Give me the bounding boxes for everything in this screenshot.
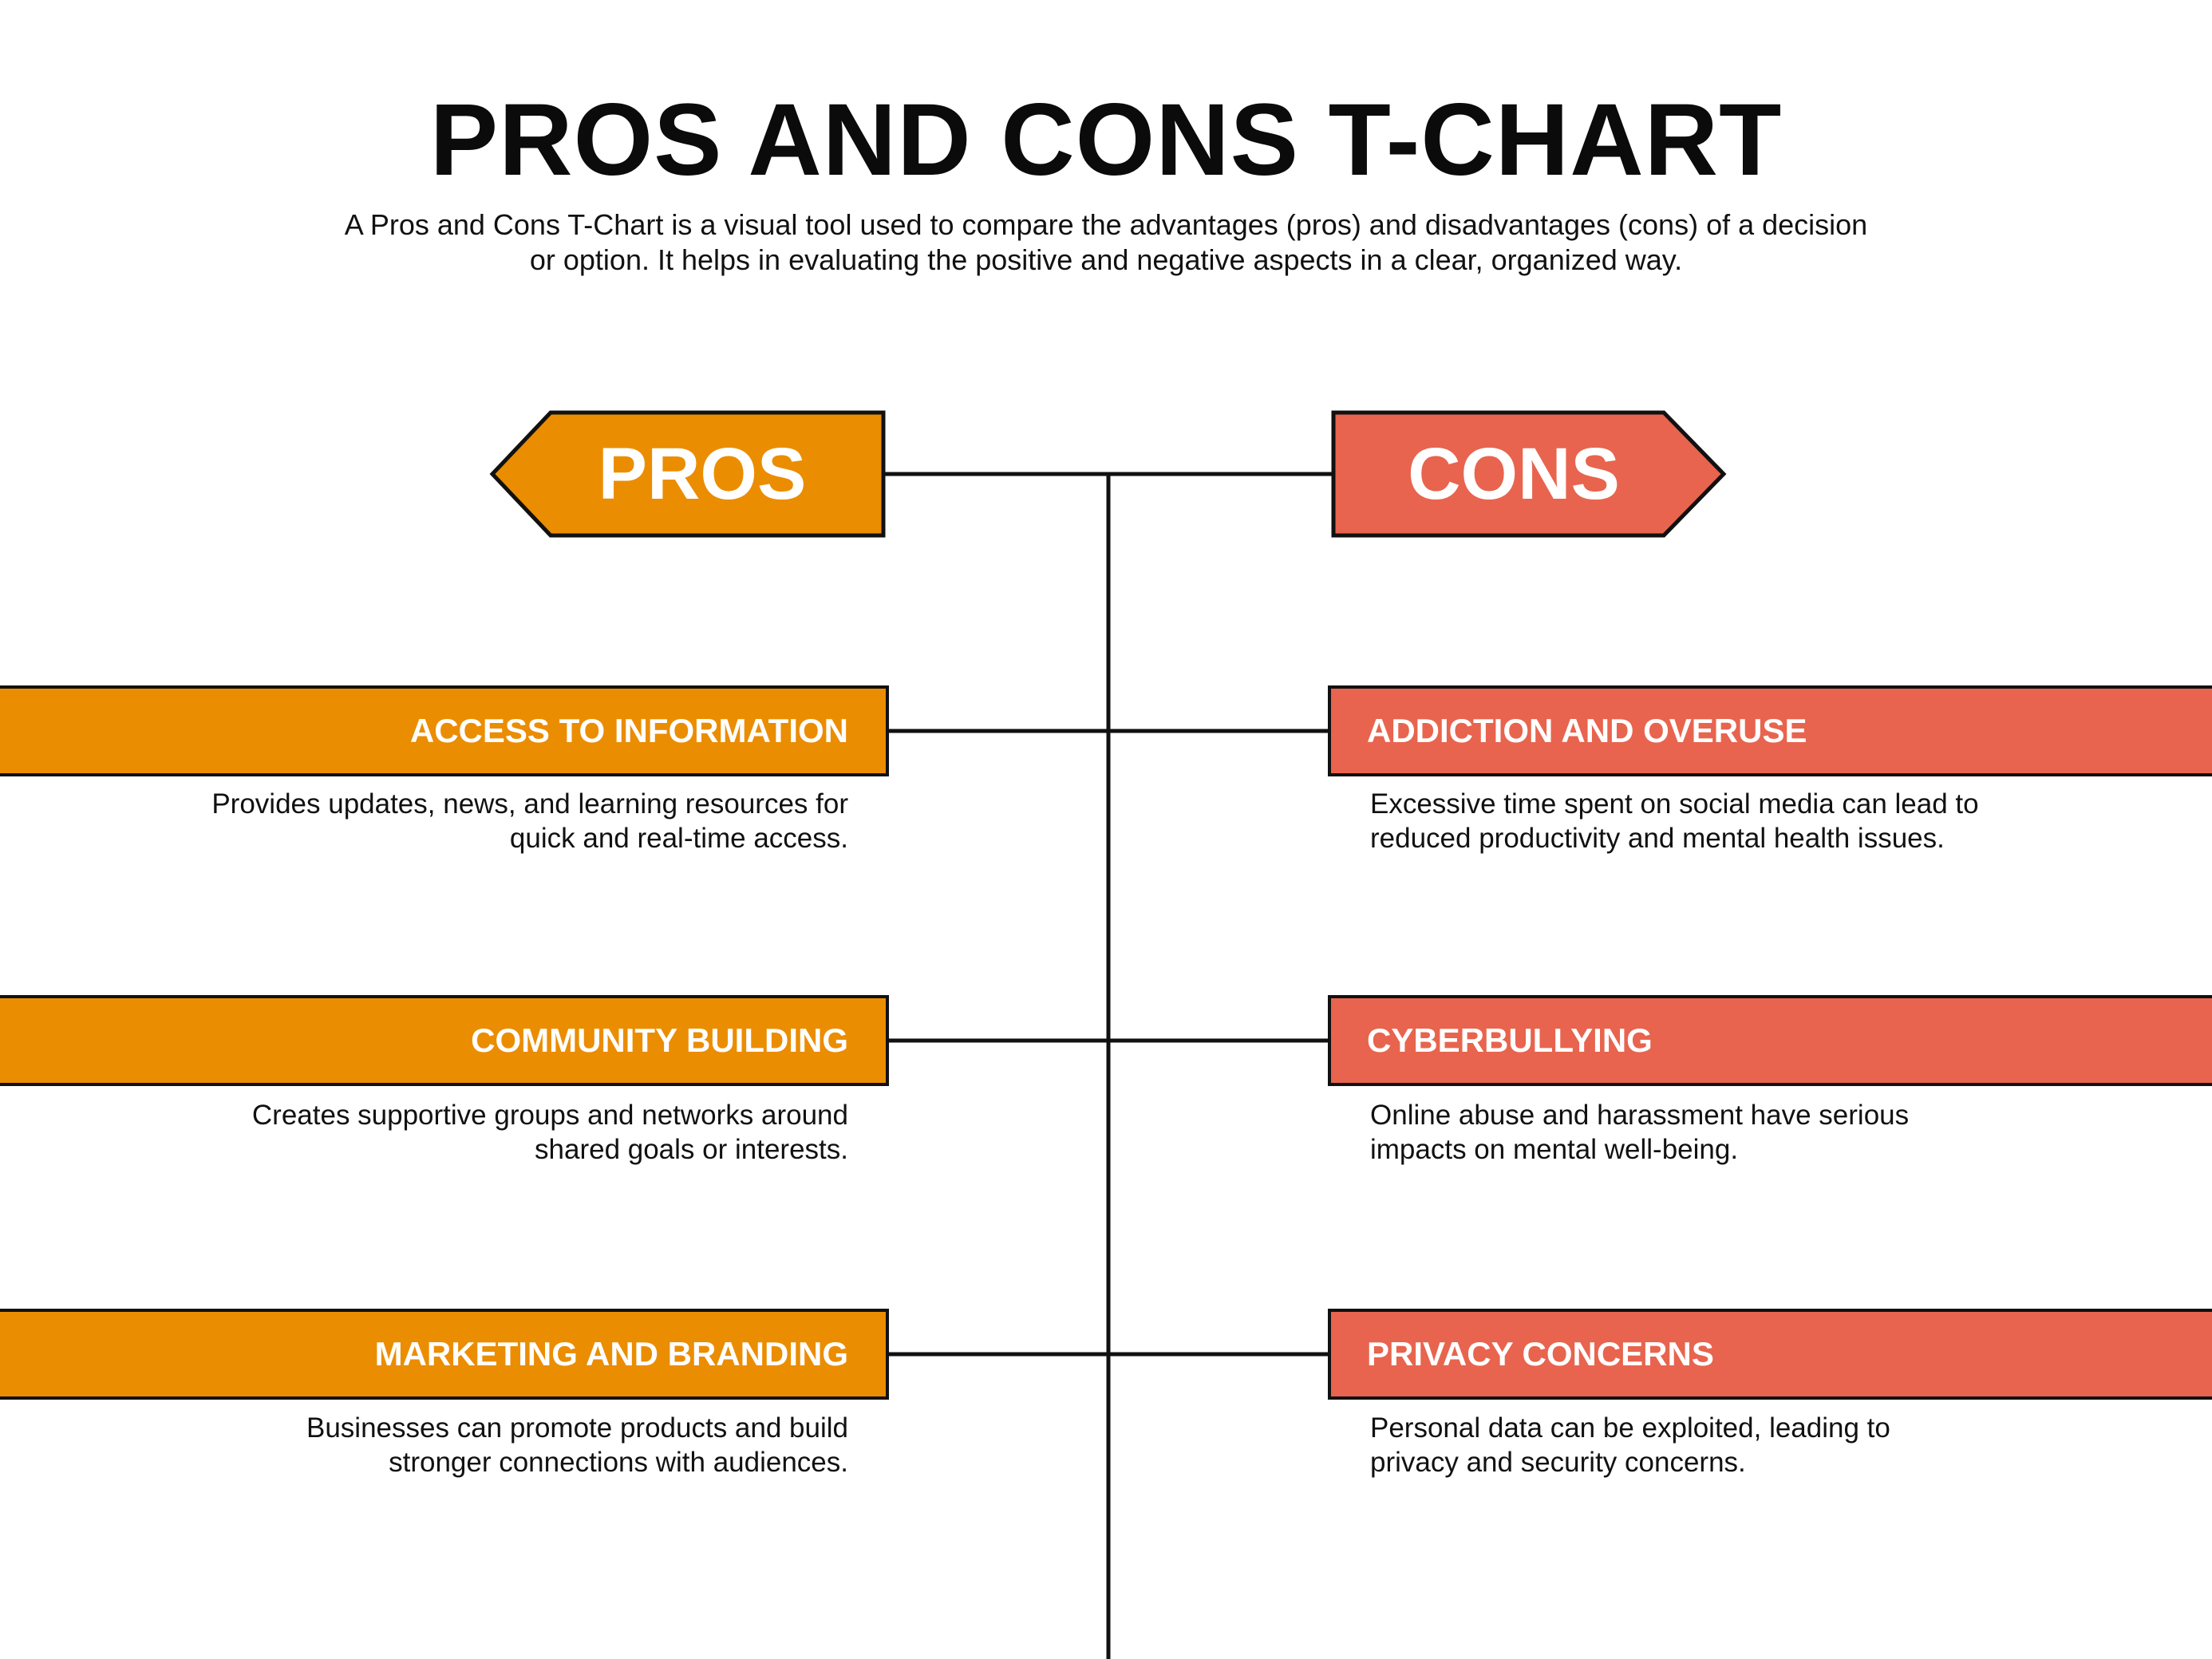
pros-desc-line: Provides updates, news, and learning resources for (211, 788, 848, 820)
pros-item-label: COMMUNITY BUILDING (471, 1021, 848, 1059)
pros-item-description (48, 787, 848, 855)
intro-line-2: or option. It helps in evaluating the positive and negative aspects in a clear, organized way. (529, 243, 1683, 276)
cons-item-description (1370, 787, 2168, 855)
cons-desc-line: impacts on mental well-being. (1370, 1134, 1739, 1165)
cons-header-label: CONS (1408, 433, 1620, 515)
page-title: PROS AND CONS T-CHART (429, 83, 1783, 197)
cons-item-description (1370, 1098, 2168, 1167)
intro-line-1: A Pros and Cons T-Chart is a visual tool used to compare the advantages (pros) and disadvantages (cons) of a decision (344, 208, 1868, 241)
pros-item-label: ACCESS TO INFORMATION (409, 712, 848, 749)
cons-item-label: ADDICTION AND OVERUSE (1367, 712, 1807, 749)
cons-item-description (1370, 1411, 2168, 1479)
pros-desc-line: Businesses can promote products and build (306, 1412, 848, 1444)
pros-desc-line: Creates supportive groups and networks around (251, 1100, 848, 1131)
cons-desc-line: Personal data can be exploited, leading to (1370, 1412, 1890, 1444)
pros-desc-line: quick and real-time access. (509, 823, 848, 854)
pros-item-label: MARKETING AND BRANDING (374, 1335, 848, 1373)
cons-item-label: CYBERBULLYING (1367, 1021, 1653, 1059)
cons-desc-line: privacy and security concerns. (1370, 1447, 1746, 1478)
cons-desc-line: Excessive time spent on social media can lead to (1370, 788, 1979, 820)
pros-desc-line: stronger connections with audiences. (389, 1447, 848, 1478)
pros-header-label: PROS (598, 433, 807, 515)
cons-desc-line: reduced productivity and mental health issues. (1370, 823, 1945, 854)
pros-item-description (48, 1098, 848, 1167)
pros-desc-line: shared goals or interests. (535, 1134, 848, 1165)
cons-desc-line: Online abuse and harassment have serious (1370, 1100, 1910, 1131)
cons-item-label: PRIVACY CONCERNS (1367, 1335, 1714, 1373)
pros-item-description (48, 1411, 848, 1479)
